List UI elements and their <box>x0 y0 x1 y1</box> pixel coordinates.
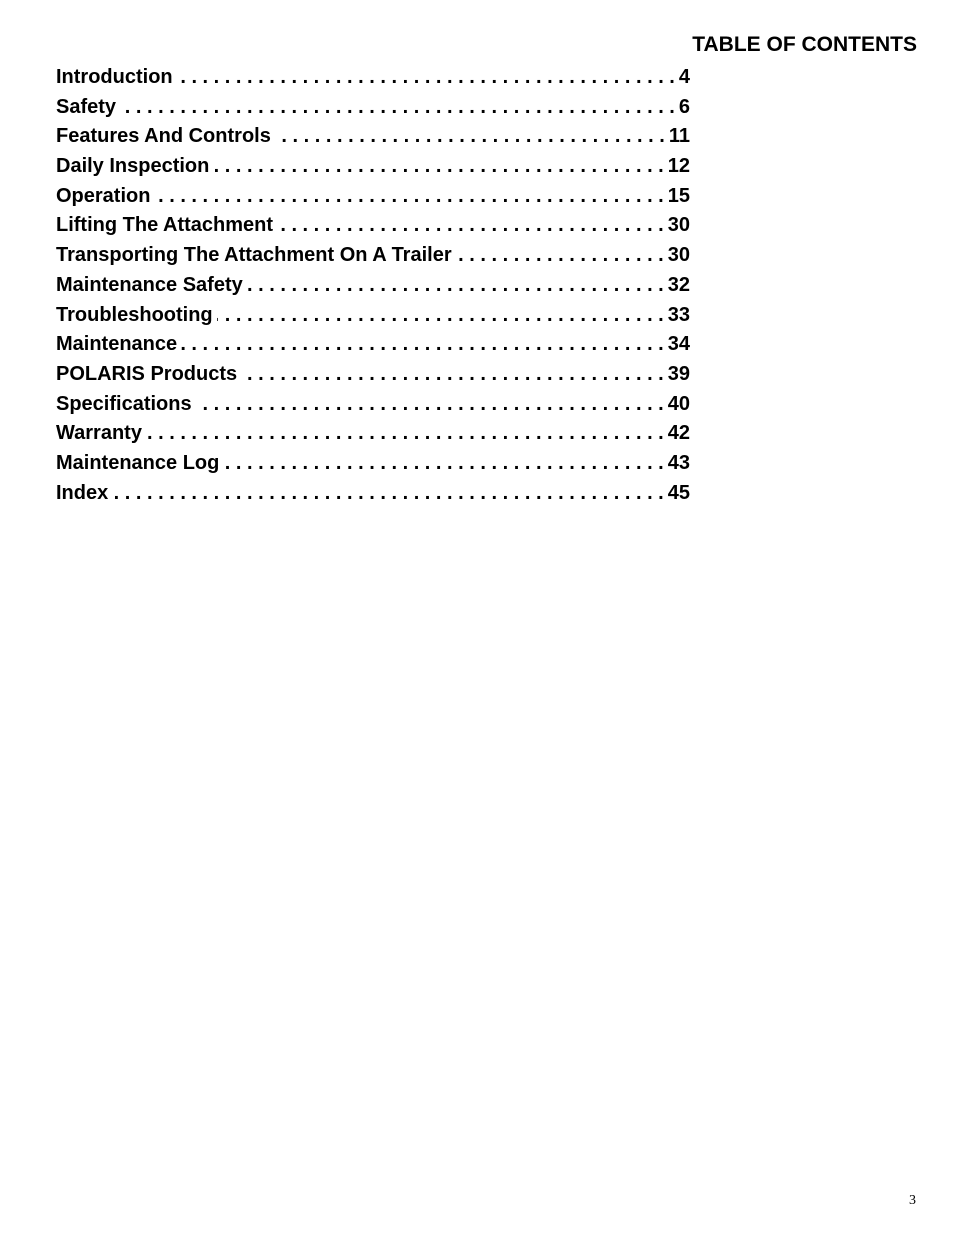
toc-entry-specifications[interactable] <box>56 390 690 420</box>
toc-entry-page: 43 <box>667 451 690 474</box>
toc-entry-warranty[interactable] <box>56 419 690 449</box>
toc-entry-page: 45 <box>667 481 690 504</box>
toc-entry-polaris-products[interactable] <box>56 360 690 390</box>
toc-entry-page: 32 <box>667 273 690 296</box>
toc-entry-maintenance-safety[interactable] <box>56 271 690 301</box>
toc-entry-page: 15 <box>667 184 690 207</box>
page-number: 3 <box>909 1193 916 1208</box>
toc-entry-page: 30 <box>667 244 690 267</box>
toc-entry-page: 11 <box>668 125 690 148</box>
toc-entry-label: Features And Controls <box>56 125 271 148</box>
toc-dot-leader <box>456 241 664 271</box>
toc-dot-leader <box>120 93 675 123</box>
toc-entry-troubleshooting[interactable] <box>56 301 690 331</box>
toc-entry-maintenance[interactable] <box>56 330 690 360</box>
toc-dot-leader <box>181 330 664 360</box>
toc-entry-label: Maintenance Safety <box>56 273 243 296</box>
toc-dot-leader <box>223 449 663 479</box>
toc-entry-label: Operation <box>56 184 151 207</box>
toc-entry-label: Safety <box>56 95 117 118</box>
toc-entry-label: POLARIS Products <box>56 362 238 385</box>
toc-entry-maintenance-log[interactable] <box>56 449 690 479</box>
toc-dot-leader <box>146 419 664 449</box>
toc-entry-label: Transporting The Attachment On A Trailer <box>56 244 452 267</box>
toc-dot-leader <box>196 390 664 420</box>
toc-entry-label: Maintenance Log <box>56 451 220 474</box>
toc-entry-features-and-controls[interactable] <box>56 122 690 152</box>
toc-dot-leader <box>241 360 664 390</box>
toc-entry-label: Lifting The Attachment <box>56 214 274 237</box>
toc-entry-label: Introduction <box>56 66 173 88</box>
toc-entry-page: 30 <box>667 214 690 237</box>
toc-entry-page: 42 <box>667 422 690 445</box>
toc-entry-page: 6 <box>678 95 690 118</box>
toc-entry-page: 12 <box>667 155 690 178</box>
toc-entry-index[interactable] <box>56 479 690 509</box>
toc-entry-page: 4 <box>678 66 690 88</box>
toc-dot-leader <box>277 211 664 241</box>
toc-dot-leader <box>154 182 663 212</box>
toc-entry-page: 39 <box>667 362 690 385</box>
toc-entry-label: Troubleshooting <box>56 303 213 326</box>
toc-entry-label: Maintenance <box>56 333 178 356</box>
toc-entry-label: Warranty <box>56 422 142 445</box>
toc-entry-operation[interactable] <box>56 182 690 212</box>
toc-dot-leader <box>213 152 663 182</box>
toc-entry-daily-inspection[interactable] <box>56 152 690 182</box>
toc-entry-lifting-the-attachment[interactable] <box>56 211 690 241</box>
toc-entry-page: 33 <box>667 303 690 326</box>
toc-dot-leader <box>247 271 664 301</box>
toc-entry-label: Daily Inspection <box>56 155 210 178</box>
toc-entry-transporting-on-trailer[interactable] <box>56 241 690 271</box>
page-title: TABLE OF CONTENTS <box>692 33 917 56</box>
toc-entry-introduction[interactable] <box>56 63 690 93</box>
toc-entry-label: Index <box>56 481 109 504</box>
toc-entry-label: Specifications <box>56 392 192 415</box>
toc-entry-page: 34 <box>667 333 690 356</box>
toc-dot-leader <box>275 122 665 152</box>
toc-dot-leader <box>177 63 675 93</box>
toc-entry-safety[interactable] <box>56 93 690 123</box>
toc-dot-leader <box>217 301 664 331</box>
toc-entry-page: 40 <box>667 392 690 415</box>
table-of-contents <box>56 63 690 508</box>
toc-dot-leader <box>112 479 664 509</box>
